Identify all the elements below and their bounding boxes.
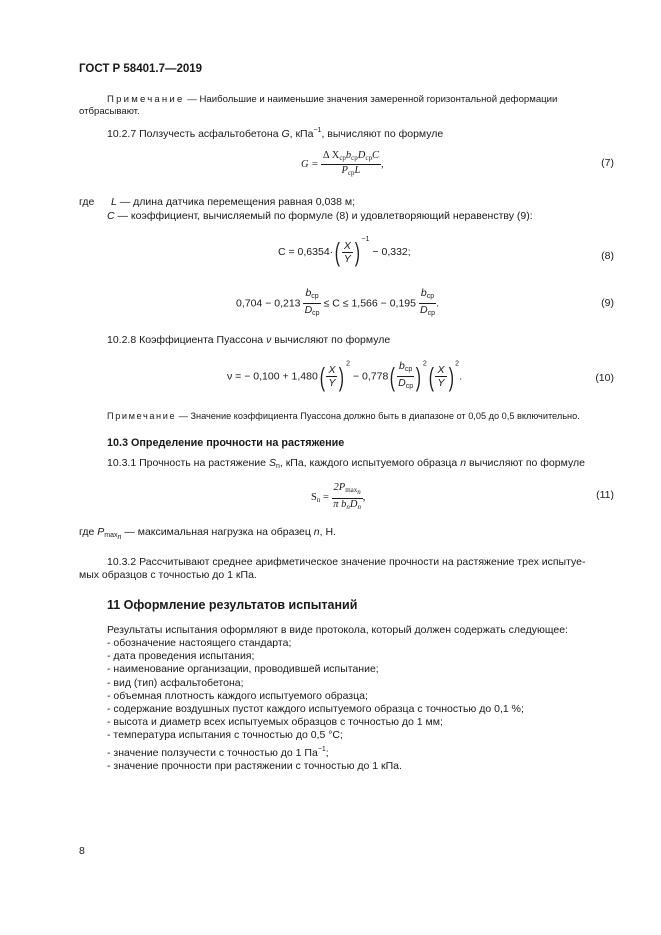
var-p-subsub: n [117, 534, 122, 541]
eq11-den2-sub: n [357, 503, 361, 511]
eq10-rparen-2: ) [415, 361, 422, 392]
eq9-f1-num: b [305, 287, 312, 299]
equation-8-number: (8) [601, 250, 614, 262]
equation-11-number: (11) [596, 489, 614, 501]
eq11-tail: , [362, 491, 366, 503]
eq10-mid: − 0,778 [350, 370, 389, 383]
eq7-num-a-sub: ср [339, 154, 346, 162]
list-item: - высота и диаметр всех испытуемых образцов с точностью до 1 мм; [107, 716, 443, 729]
var-s-sub: n [275, 463, 280, 470]
eq7-num-b: b [345, 150, 352, 161]
eq9-a: 0,704 − 0,213 [236, 297, 304, 310]
where-2-text: — максимальная нагрузка на образец [121, 526, 314, 538]
list-item: - наименование организации, проводившей испытание; [107, 663, 379, 676]
eq10-fraction-3 [435, 364, 446, 389]
var-n-2: n [313, 526, 320, 538]
var-l: L [111, 196, 117, 208]
eq11-num-subsub: n [357, 488, 361, 496]
where-1-c [107, 210, 533, 223]
eq9-fraction-2 [419, 287, 436, 320]
where-1-c-text: — коэффициент, вычисляемый по формуле (8) и удовлетворяющий неравенству (9): [114, 210, 533, 222]
eq10-tail: . [459, 370, 462, 383]
eq7-denominator [321, 165, 381, 179]
eq10-fraction-2 [397, 360, 414, 393]
note-2-text: — Значение коэффициента Пуассона должно быть в диапазоне от 0,05 до 0,5 включительно. [176, 411, 580, 421]
eq8-lparen: ( [334, 237, 341, 268]
list-item: - дата проведения испытания; [107, 650, 255, 663]
eq7-tail: , [381, 158, 384, 170]
eq9-fraction-1 [303, 287, 320, 320]
eq10-x: X [328, 364, 336, 376]
eq9-f2-den: D [420, 304, 428, 316]
note-2-label: Примечание [107, 411, 177, 421]
results-list [107, 637, 524, 773]
eq11-den-sub: n [346, 503, 350, 511]
eq7-numerator [321, 150, 381, 165]
eq9-tail: . [436, 297, 440, 310]
eq9-mid: ≤ C ≤ 1,566 − 0,195 [320, 297, 419, 310]
eq7-lhs: G = [301, 158, 319, 170]
eq8-exp: −1 [361, 236, 370, 243]
eq7-fraction [321, 150, 381, 179]
var-n: n [460, 457, 467, 469]
equation-9 [236, 287, 439, 320]
var-g: G [281, 128, 290, 140]
para-10-2-7 [107, 124, 443, 141]
eq9-f1-den-sub: ср [312, 310, 320, 317]
eq11-num-sub: max [345, 486, 358, 494]
eq11-den: π b [333, 499, 347, 510]
eq7-den-b: L [354, 165, 361, 176]
list-item: - объемная плотность каждого испытуемого образца; [107, 689, 368, 702]
para-10-3-1 [107, 457, 585, 473]
eq8-den: Y [343, 252, 351, 265]
eq10-exp-3: 2 [455, 360, 460, 368]
eq10-y2: Y [437, 377, 445, 389]
list-item: - содержание воздушных пустот каждого испытуемого образца с точностью до 0,1 %; [107, 703, 524, 716]
list-item: - температура испытания с точностью до 0,5 °C; [107, 729, 343, 742]
eq11-den2: D [349, 499, 358, 510]
eq11-lhs: S [311, 491, 317, 503]
para-10-2-8-b: вычисляют по формуле [271, 334, 391, 346]
para-10-2-7-a: 10.2.7 Ползучесть асфальтобетона [107, 128, 282, 140]
equation-7-number: (7) [601, 157, 614, 169]
para-10-3-1-a: 10.3.1 Прочность на растяжение [107, 457, 269, 469]
where-1-gde: где [79, 196, 95, 208]
eq10-rparen-1: ) [339, 361, 345, 392]
note-2 [107, 410, 617, 423]
eq8-num: X [343, 239, 351, 252]
var-s: S [268, 457, 276, 469]
eq7-den-a: P [341, 165, 348, 176]
eq10-b-sub: ср [404, 366, 413, 373]
eq10-d: D [398, 377, 406, 389]
where-1-l-text: — длина датчика перемещения равная 0,038 м; [116, 196, 356, 208]
eq9-f1-den: D [304, 304, 313, 316]
para-10-3-2-line1: 10.3.2 Рассчитывают среднее арифметическое значение прочности на растяжение трех испытуе- [107, 556, 586, 568]
eq7-num-d: C [371, 150, 379, 161]
eq8-lhs: C = 0,6354· [278, 246, 334, 258]
section-10-3-title: 10.3 Определение прочности на растяжение [107, 437, 345, 449]
eq7-num-a: Δ X [322, 150, 340, 161]
eq10-lparen-2: ( [390, 361, 396, 392]
para-10-3-1-b: , кПа, каждого испытуемого образца [279, 457, 461, 469]
eq7-num-c: D [357, 150, 366, 161]
eq10-lparen-1: ( [319, 361, 325, 392]
para-10-2-7-c: , вычисляют по формуле [321, 128, 444, 140]
note-1-cont: отбрасывают. [79, 106, 140, 117]
eq11-fraction [332, 482, 363, 513]
para-10-2-7-b: , кПа [289, 128, 314, 140]
eq9-f2-num: b [420, 287, 427, 299]
list-item-9-text: - значение ползучести с точностью до 1 Па [107, 746, 318, 759]
list-item-9-sup: −1 [317, 745, 326, 753]
where-2-gde: где [79, 526, 98, 538]
equation-10 [227, 360, 462, 393]
para-10-2-8-a: 10.2.8 Коэффициента Пуассона [107, 334, 267, 346]
eq9-f2-num-sub: ср [426, 293, 435, 300]
var-p: P [97, 526, 105, 538]
list-item: - значение прочности при растяжении с точностью до 1 кПа. [107, 759, 402, 772]
section-11-intro: Результаты испытания оформляют в виде протокола, который должен содержать следующее: [107, 624, 568, 636]
equation-11 [311, 482, 365, 513]
eq7-num-c-sub: ср [365, 154, 372, 162]
eq10-rparen-3: ) [448, 361, 454, 392]
equation-9-number: (9) [601, 297, 614, 309]
eq8-tail: − 0,332; [369, 246, 411, 258]
para-10-3-1-c: вычисляют по формуле [466, 457, 585, 469]
note-1-text: — Наибольшие и наименьшие значения замеренной горизонтальной деформации [184, 94, 558, 105]
equation-10-number: (10) [595, 372, 614, 384]
equation-7 [301, 150, 384, 179]
list-item: - вид (тип) асфальтобетона; [107, 676, 244, 689]
para-10-3-2-line2: мых образцов с точностью до 1 кПа. [79, 569, 257, 581]
eq7-num-b-sub: ср [351, 154, 358, 162]
eq10-y: Y [328, 377, 336, 389]
eq10-exp-2: 2 [422, 360, 427, 368]
var-p-sub: max [104, 532, 118, 539]
eq10-lhs: ν = − 0,100 + 1,480 [227, 370, 318, 383]
list-item [107, 743, 524, 760]
eq10-d-sub: ср [405, 383, 414, 390]
eq10-fraction-1 [326, 364, 337, 389]
eq9-f2-den-sub: ср [427, 310, 436, 317]
eq8-rparen: ) [354, 237, 360, 268]
section-11-list [107, 637, 524, 773]
eq10-exp-1: 2 [346, 360, 351, 368]
equation-8 [278, 236, 411, 268]
document-header: ГОСТ Р 58401.7—2019 [79, 63, 203, 75]
note-1 [107, 94, 615, 107]
list-item-9-tail: ; [325, 746, 329, 759]
eq9-f1-num-sub: ср [311, 293, 319, 300]
var-nu: ν [266, 334, 272, 346]
var-c: C [107, 210, 115, 222]
where-2 [79, 526, 336, 544]
eq11-eq: = [320, 491, 329, 503]
eq8-fraction [342, 240, 353, 265]
eq10-lparen-3: ( [428, 361, 434, 392]
page-number: 8 [79, 845, 85, 857]
note-1-label: Примечание [107, 94, 185, 105]
where-2-text2: , Н. [319, 526, 336, 538]
list-item: - обозначение настоящего стандарта; [107, 637, 292, 649]
eq10-x2: X [437, 364, 445, 376]
eq11-num: 2P [333, 482, 346, 493]
para-10-2-7-sup: −1 [313, 127, 322, 134]
where-1-l [111, 196, 355, 209]
eq7-den-a-sub: ср [347, 169, 355, 177]
para-10-2-8 [107, 334, 390, 347]
eq11-lhs-sub: n [316, 495, 321, 504]
eq10-b: b [398, 360, 405, 372]
section-11-title: 11 Оформление результатов испытаний [107, 598, 358, 612]
